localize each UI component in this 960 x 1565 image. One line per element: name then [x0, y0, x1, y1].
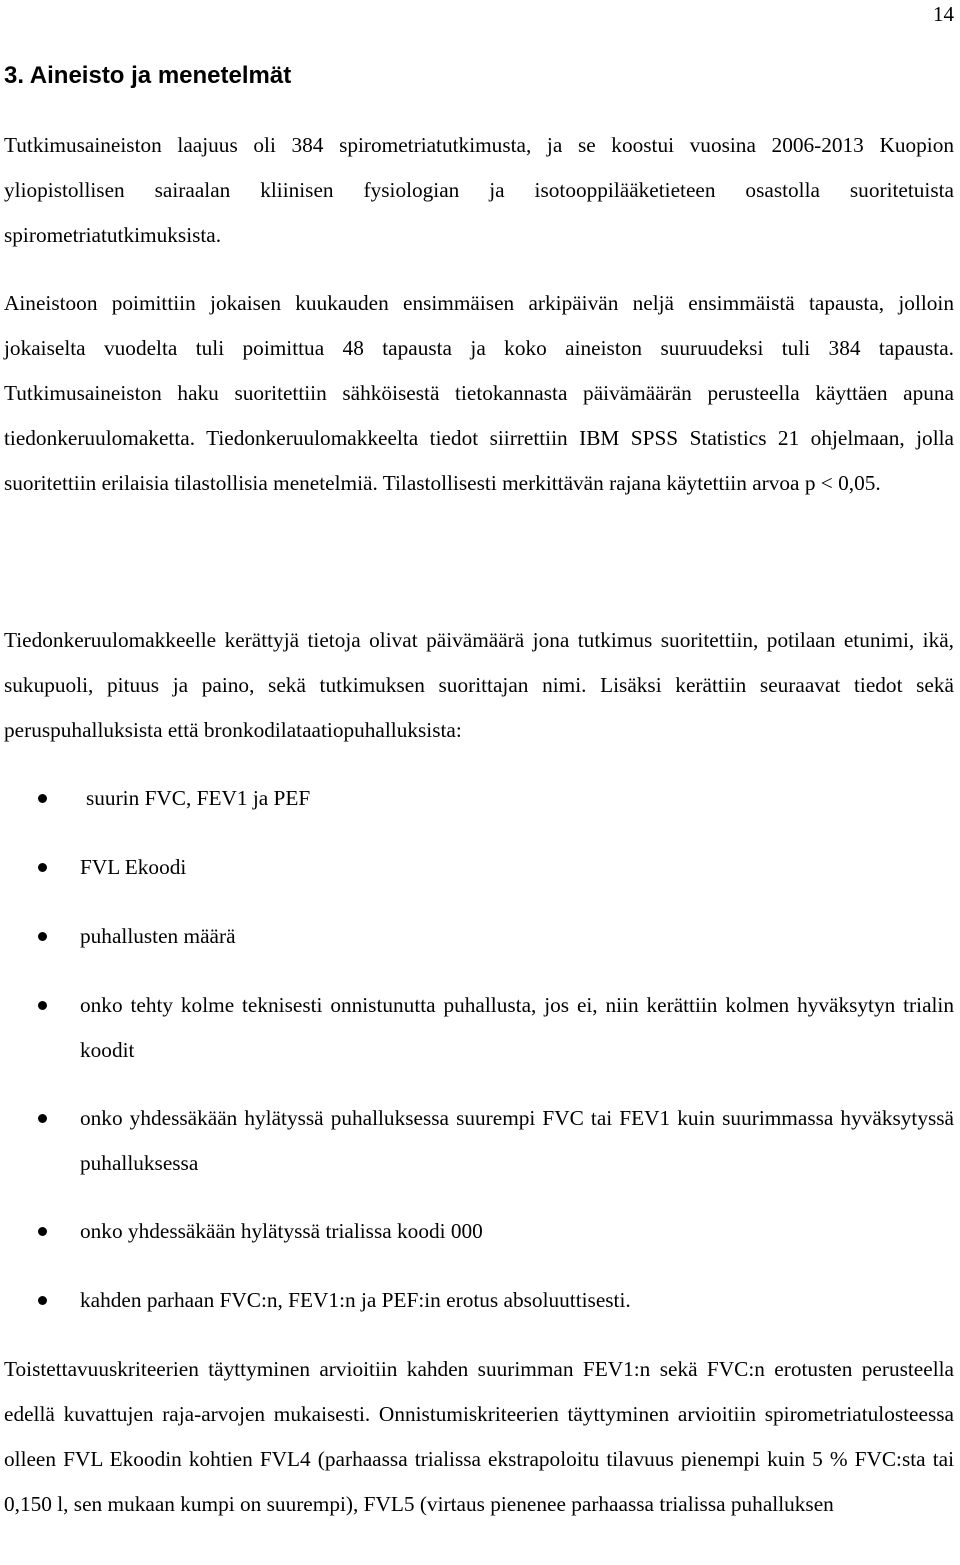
- paragraph-sampling-method: Aineistoon poimittiin jokaisen kuukauden ensimmäisen arkipäivän neljä ensimmäistä tapausta, jolloin jokaiselta vuodelta tuli poimittua 48 tapausta ja koko aineiston suuruudeksi tuli 384 tapausta. Tutkimusaineiston haku suoritettiin sähköisestä tietokannasta päivämäärän perusteella käyttäen apuna tiedonkeruulomaketta. Tiedonkeruulomakkeelta tiedot siirrettiin IBM SPSS Statistics 21 ohjelmaan, jolla suoritettiin erilaisia tilastollisia menetelmiä. Tilastollisesti merkittävän rajana käytettiin arvoa p < 0,05.: [4, 291, 954, 496]
- list-item-text: onko tehty kolme teknisesti onnistunutta puhallusta, jos ei, niin kerättiin kolmen hyväksytyn trialin koodit: [80, 993, 954, 1063]
- list-item-text: FVL Ekoodi: [80, 855, 187, 879]
- list-item-text: puhallusten määrä: [80, 924, 236, 948]
- list-item-text: onko yhdessäkään hylätyssä trialissa koodi 000: [80, 1219, 483, 1243]
- bullet-icon: [38, 794, 47, 803]
- paragraph-criteria: Toistettavuuskriteerien täyttyminen arvioitiin kahden suurimman FEV1:n sekä FVC:n erotusten perusteella edellä kuvattujen raja-arvojen mukaisesti. Onnistumiskriteerien täyttyminen arvioitiin spirometriatulosteessa olleen FVL Ekoodin kohtien FVL4 (parhaassa trialissa ekstrapoloitu tilavuus pienempi kuin 5 % FVC:sta tai 0,150 l, sen mukaan kumpi on suurempi), FVL5 (virtaus pienenee parhaassa trialissa puhalluksen: [4, 1357, 954, 1517]
- list-item-text: suurin FVC, FEV1 ja PEF: [86, 786, 311, 810]
- bullet-icon: [38, 1296, 47, 1305]
- bullet-icon: [38, 863, 47, 872]
- bullet-icon: [38, 1114, 47, 1123]
- page-number: 14: [933, 2, 954, 26]
- paragraph-collected-data: Tiedonkeruulomakkeelle kerättyjä tietoja olivat päivämäärä jona tutkimus suoritettiin, potilaan etunimi, ikä, sukupuoli, pituus ja paino, sekä tutkimuksen suorittajan nimi. Lisäksi kerättiin seuraavat tiedot sekä peruspuhalluksista että bronkodilataatiopuhalluksista:: [4, 628, 954, 743]
- bullet-icon: [38, 1227, 47, 1236]
- list-item-text: kahden parhaan FVC:n, FEV1:n ja PEF:in erotus absoluuttisesti.: [80, 1288, 631, 1312]
- bullet-icon: [38, 1001, 47, 1010]
- bullet-icon: [38, 932, 47, 941]
- list-item-text: onko yhdessäkään hylätyssä puhalluksessa suurempi FVC tai FEV1 kuin suurimmassa hyväksytyssä puhalluksessa: [80, 1106, 954, 1176]
- paragraph-material-scope: Tutkimusaineiston laajuus oli 384 spirometriatutkimusta, ja se koostui vuosina 2006-2013 Kuopion yliopistollisen sairaalan kliinisen fysiologian ja isotooppilääketieteen osastolla suoritetuista spirometriatutkimuksista.: [4, 133, 954, 248]
- section-heading: 3. Aineisto ja menetelmät: [4, 62, 292, 89]
